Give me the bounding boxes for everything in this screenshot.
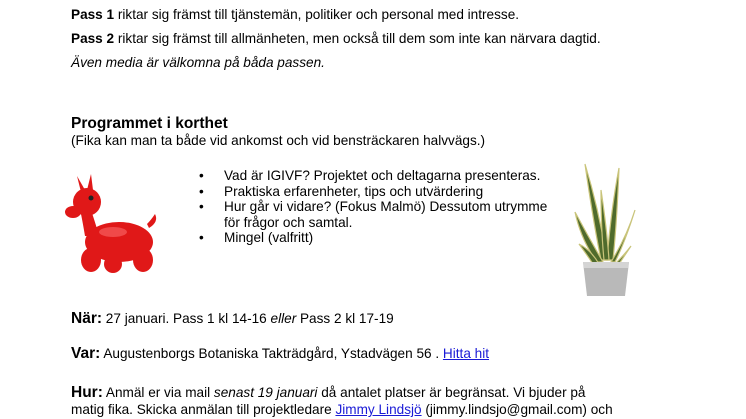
when-line (71, 311, 394, 327)
pass2-label: Pass 2 (71, 31, 115, 46)
how-text-b: då antalet platser är begränsat. Vi bjuder på (317, 385, 586, 400)
when-or: eller (270, 311, 297, 326)
program-subtitle: (Fika kan man ta både vid ankomst och vid bensträckaren halvvägs.) (71, 133, 486, 148)
where-text: Augustenborgs Botaniska Takträdgård, Ystadvägen 56 . (100, 346, 443, 361)
where-label: Var: (71, 345, 101, 362)
how-deadline: senast 19 januari (213, 385, 318, 400)
red-bouncy-horse-image (63, 170, 163, 274)
list-item: • Hur går vi vidare? (Fokus Malmö) Dessutom utrymme för frågor och samtal. (199, 199, 554, 230)
media-note: Även media är välkomna på båda passen. (71, 55, 325, 70)
when-text-b: Pass 2 kl 17-19 (296, 311, 394, 326)
when-text-a: 27 januari. Pass 1 kl 14-16 (102, 311, 271, 326)
where-line (71, 346, 489, 362)
pass1-line (71, 7, 519, 23)
directions-link[interactable]: Hitta hit (442, 346, 490, 361)
how-line2-b: (jimmy.lindsjo@gmail.com) och (421, 402, 613, 417)
how-label: Hur: (71, 384, 103, 401)
list-item: • Vad är IGIVF? Projektet och deltagarna presenteras. (199, 168, 554, 184)
program-list (199, 168, 554, 246)
how-line2-a: matig fika. Skicka anmälan till projektledare (71, 402, 336, 417)
list-item: • Praktiska erfarenheter, tips och utvärdering (199, 184, 554, 200)
when-label: När: (71, 310, 103, 327)
project-leader-link[interactable]: Jimmy Lindsjö (335, 402, 422, 417)
how-line-2 (71, 402, 613, 418)
snake-plant-image (571, 160, 641, 300)
program-heading: Programmet i korthet (71, 115, 228, 132)
pass1-text: riktar sig främst till tjänstemän, politiker och personal med intresse. (114, 7, 520, 22)
pass2-line (71, 31, 601, 47)
how-line (71, 385, 586, 401)
list-item: • Mingel (valfritt) (199, 230, 554, 246)
how-text-a: Anmäl er via mail (102, 385, 214, 400)
pass2-text: riktar sig främst till allmänheten, men också till dem som inte kan närvara dagtid. (114, 31, 601, 46)
pass1-label: Pass 1 (71, 7, 115, 22)
